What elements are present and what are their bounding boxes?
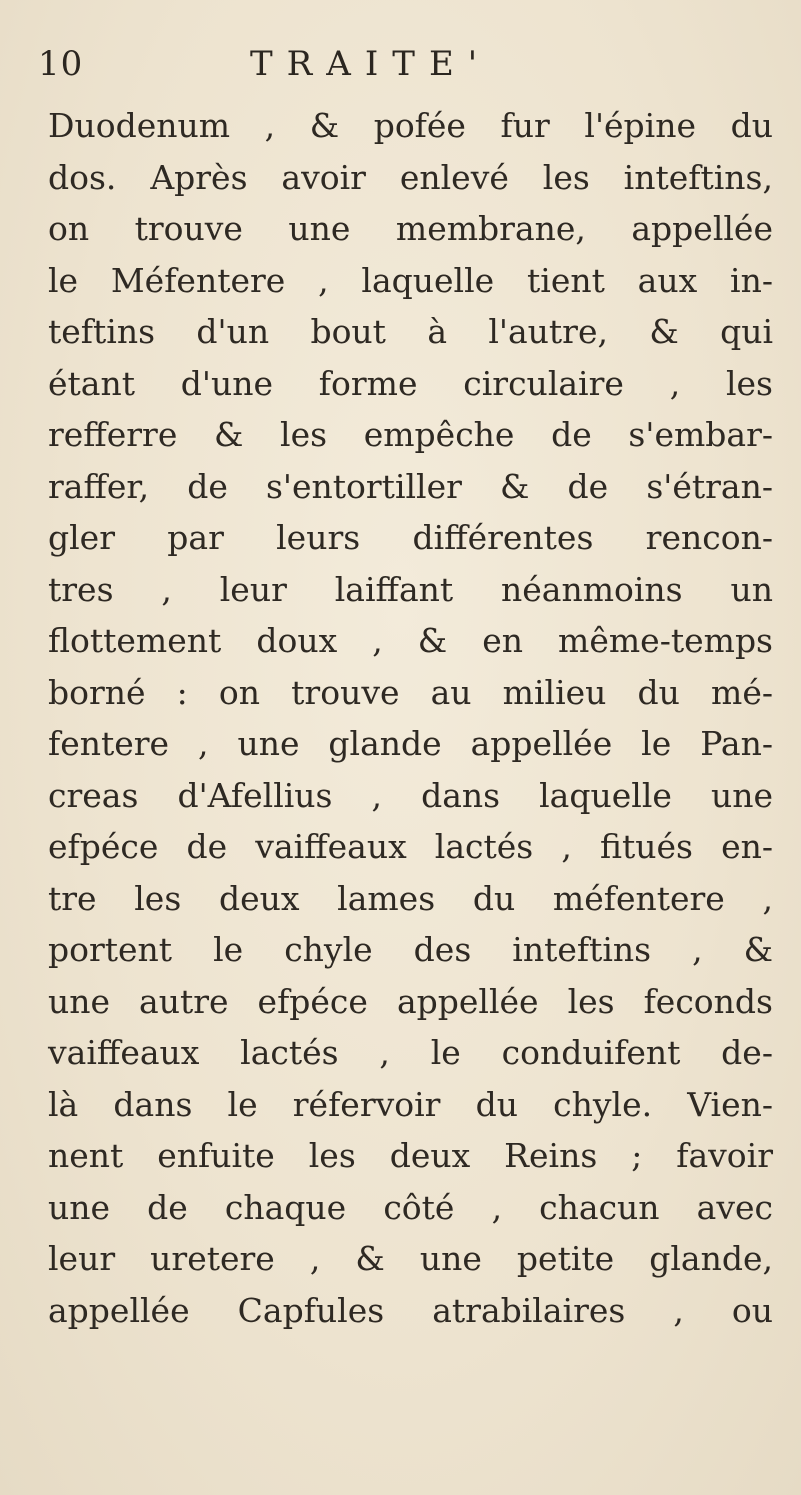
text-line: flottement doux , & en même-temps: [48, 621, 773, 660]
text-line: raffer, de s'entortiller & de s'étran-: [48, 466, 773, 506]
page-number: 10: [38, 44, 84, 84]
body-text: [48, 100, 773, 1336]
text-line: teftins d'un bout à l'autre, & qui: [48, 312, 773, 351]
text-line: le Méfentere , laquelle tient aux in-: [48, 260, 773, 300]
text-line: appellée Capfules atrabilaires , ou: [48, 1290, 773, 1330]
text-line: leur uretere , & une petite glande,: [48, 1239, 773, 1278]
text-line: tre les deux lames du méfentere ,: [48, 878, 773, 918]
text-line: fentere , une glande appellée le Pan-: [48, 724, 773, 763]
text-line: nent enfuite les deux Reins ; favoir: [48, 1136, 773, 1175]
text-line: tres , leur laiffant néanmoins un: [48, 569, 773, 609]
text-line: refferre & les empêche de s'embar-: [48, 415, 773, 454]
text-line: une de chaque côté , chacun avec: [48, 1187, 773, 1227]
page-header: [38, 44, 761, 94]
text-line: étant d'une forme circulaire , les: [48, 363, 773, 403]
text-line: efpéce de vaiffeaux lactés , fitués en-: [48, 827, 773, 866]
text-line: là dans le réfervoir du chyle. Vien-: [48, 1084, 773, 1124]
text-line: une autre efpéce appellée les feconds: [48, 981, 773, 1021]
text-line: Duodenum , & pofée fur l'épine du: [48, 106, 773, 145]
text-line: gler par leurs différentes rencon-: [48, 518, 773, 557]
text-line: vaiffeaux lactés , le conduifent de-: [48, 1033, 773, 1072]
text-line: dos. Après avoir enlevé les inteftins,: [48, 157, 773, 197]
text-line: portent le chyle des inteftins , &: [48, 930, 773, 969]
text-line: borné : on trouve au milieu du mé-: [48, 672, 773, 712]
text-line: on trouve une membrane, appellée: [48, 209, 773, 248]
text-line: creas d'Afellius , dans laquelle une: [48, 775, 773, 815]
running-head: TRAITE': [250, 44, 492, 84]
